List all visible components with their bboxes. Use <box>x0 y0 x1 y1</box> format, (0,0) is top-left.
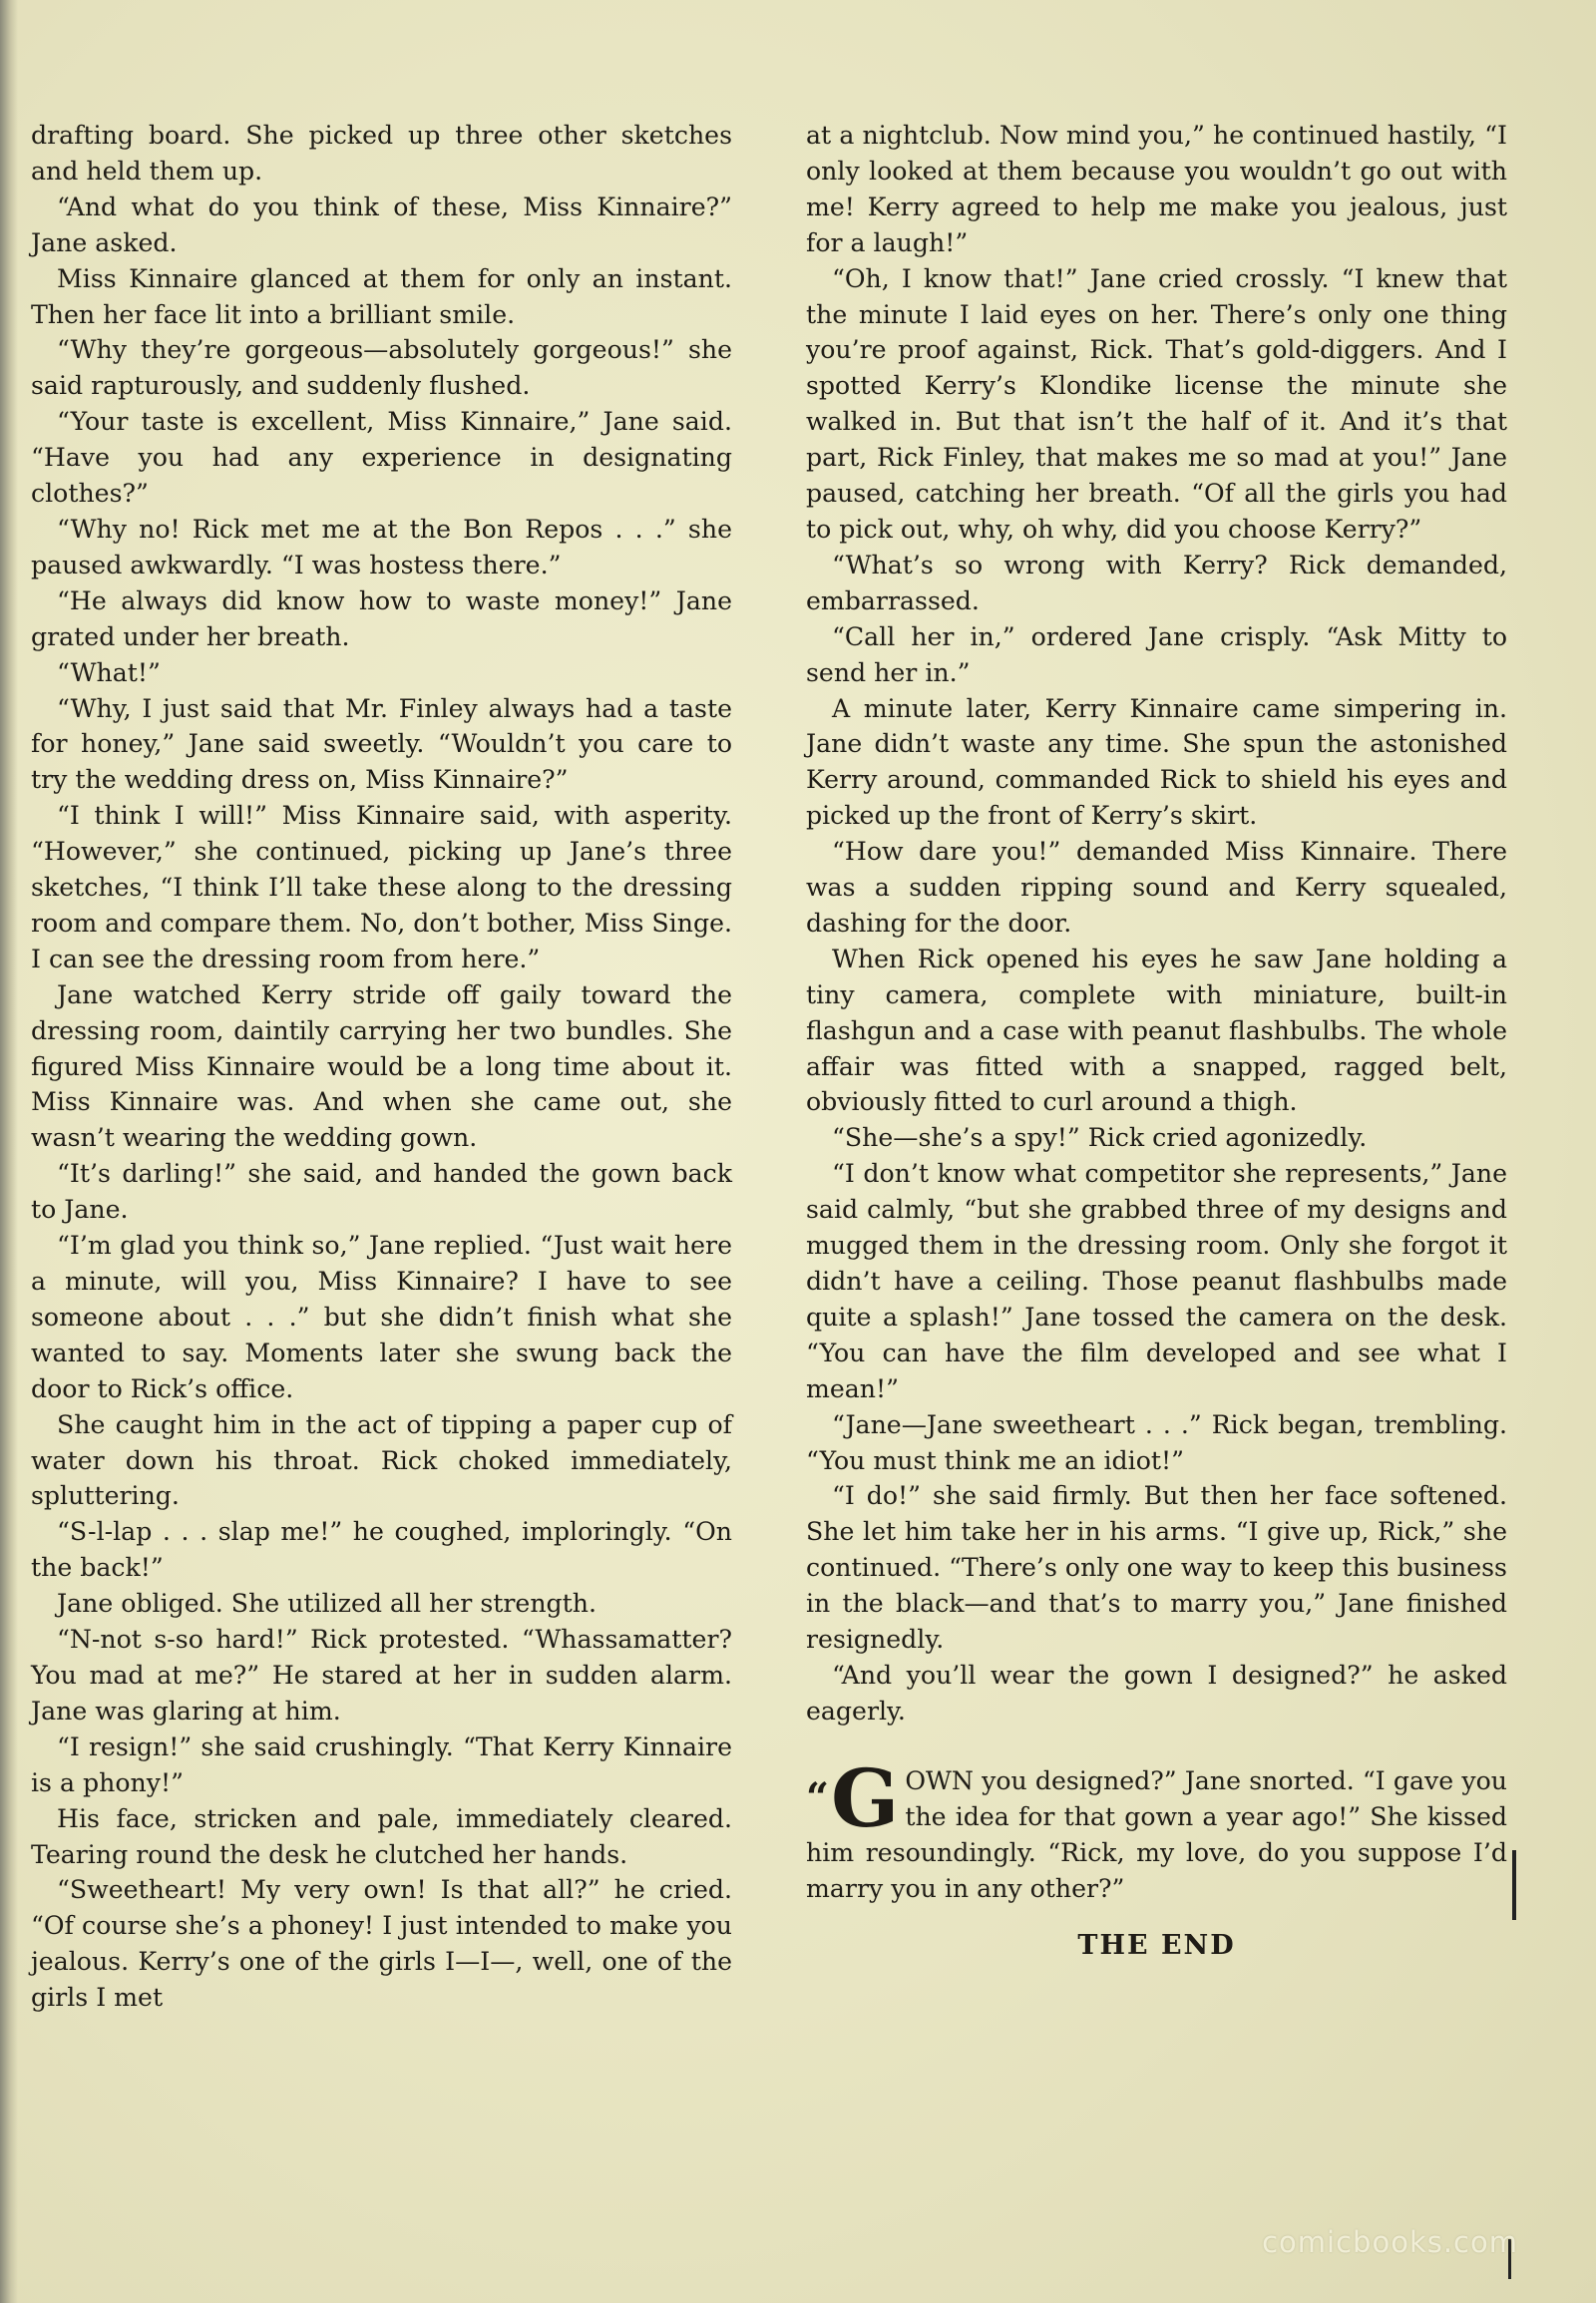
paragraph: “And what do you think of these, Miss Kinnaire?” Jane asked. <box>31 192 732 257</box>
paragraph: “How dare you!” demanded Miss Kinnaire. There was a sudden ripping sound and Kerry squealed, dashing for the door. <box>806 837 1507 938</box>
paragraph: “I’m glad you think so,” Jane replied. “Just wait here a minute, will you, Miss Kinnaire? I have to see someone about . . .” but she didn’t finish what she wanted to say. Moments later she swung back the door to Rick’s office. <box>31 1231 732 1403</box>
drop-cap <box>806 1750 900 1845</box>
paragraph: “I do!” she said firmly. But then her face softened. She let him take her in his arms. “I give up, Rick,” she continued. “There’s only one way to keep this business in the black—and that’s to marry you,” Jane finished resignedly. <box>806 1481 1507 1655</box>
paragraph: “Jane—Jane sweetheart . . .” Rick began, trembling. “You must think me an idiot!” <box>806 1409 1507 1475</box>
paragraph: “S-l-lap . . . slap me!” he coughed, imploringly. “On the back!” <box>31 1517 732 1583</box>
drop-cap-letter: G <box>831 1750 900 1845</box>
paragraph: “Why, I just said that Mr. Finley always had a taste for honey,” Jane said sweetly. “Wouldn’t you care to try the wedding dress on, Miss Kinnaire?” <box>31 693 732 795</box>
paragraph: “Why they’re gorgeous—absolutely gorgeous!” she said rapturously, and suddenly flushed. <box>31 335 732 401</box>
paragraph: “Call her in,” ordered Jane crisply. “Ask Mitty to send her in.” <box>806 621 1507 687</box>
paragraph: “N-not s-so hard!” Rick protested. “Whassamatter? You mad at me?” He stared at her in sudden alarm. Jane was glaring at him. <box>31 1625 732 1726</box>
paragraph: “What’s so wrong with Kerry? Rick demanded, embarrassed. <box>806 550 1507 615</box>
paragraph: Jane obliged. She utilized all her strength. <box>57 1589 598 1619</box>
paragraph: “He always did know how to waste money!” Jane grated under her breath. <box>31 585 732 651</box>
paragraph: “I don’t know what competitor she represents,” Jane said calmly, “but she grabbed three of my designs and mugged them in the dressing room. Only she forgot it didn’t have a ceiling. Those peanut flashbulbs made quite a splash!” Jane tossed the camera on the desk. “You can have the film developed and see what I mean!” <box>806 1159 1507 1403</box>
paragraph: His face, stricken and pale, immediately cleared. Tearing round the desk he clutched her hands. <box>31 1803 732 1869</box>
paragraph: drafting board. She picked up three other sketches and held them up. <box>31 121 732 186</box>
page-spine-shadow <box>0 0 18 2303</box>
watermark: comicbooks.com <box>1262 2225 1518 2259</box>
paragraph: “It’s darling!” she said, and handed the gown back to Jane. <box>31 1159 732 1225</box>
paragraph: “Why no! Rick met me at the Bon Repos . . .” she paused awkwardly. “I was hostess there.” <box>31 514 732 579</box>
paragraph: “I resign!” she said crushingly. “That Kerry Kinnaire is a phony!” <box>31 1731 732 1797</box>
paragraph: “And you’ll wear the gown I designed?” he asked eagerly. <box>806 1660 1507 1726</box>
final-paragraph-text: OWN you designed?” Jane snorted. “I gave you the idea for that gown a year ago!” She kissed him resoundingly. “Rick, my love, do you suppose I’d marry you in any other?” <box>806 1765 1507 1903</box>
the-end-heading: THE END <box>1077 1930 1236 1962</box>
paragraph: “I think I will!” Miss Kinnaire said, with asperity. “However,” she continued, picking up Jane’s three sketches, “I think I’ll take these along to the dressing room and compare them. No, don’t bother, Miss Singe. I can see the dressing room from here.” <box>31 801 732 973</box>
paragraph: When Rick opened his eyes he saw Jane holding a tiny camera, complete with miniature, built-in flashgun and a case with peanut flashbulbs. The whole affair was fitted with a snapped, ragged belt, obviously fitted to curl around a thigh. <box>806 944 1507 1117</box>
paragraph: “She—she’s a spy!” Rick cried agonizedly. <box>832 1123 1368 1153</box>
paragraph: “Your taste is excellent, Miss Kinnaire,” Jane said. “Have you had any experience in designating clothes?” <box>31 407 732 509</box>
paragraph: Jane watched Kerry stride off gaily toward the dressing room, daintily carrying her two bundles. She figured Miss Kinnaire would be a long time about it. Miss Kinnaire was. And when she came out, she wasn’t wearing the wedding gown. <box>31 979 732 1153</box>
final-paragraph <box>806 1750 1507 1907</box>
paragraph: at a nightclub. Now mind you,” he continued hastily, “I only looked at them because you wouldn’t go out with me! Kerry agreed to help me make you jealous, just for a laugh!” <box>806 121 1507 257</box>
paragraph: A minute later, Kerry Kinnaire came simpering in. Jane didn’t waste any time. She spun the astonished Kerry around, commanded Rick to shield his eyes and picked up the front of Kerry’s skirt. <box>806 693 1507 831</box>
paragraph: Miss Kinnaire glanced at them for only an instant. Then her face lit into a brilliant smile. <box>31 263 732 329</box>
paragraph: She caught him in the act of tipping a paper cup of water down his throat. Rick choked immediately, spluttering. <box>31 1409 732 1511</box>
right-text-column <box>806 118 1507 1964</box>
paragraph: “What!” <box>57 657 161 687</box>
drop-cap-quote: “ <box>806 1773 830 1821</box>
paragraph: “Sweetheart! My very own! Is that all?” he cried. “Of course she’s a phoney! I just intended to make you jealous. Kerry’s one of the girls I—I—, well, one of the girls I met <box>31 1875 732 2013</box>
margin-mark <box>1512 1850 1516 1920</box>
paragraph: “Oh, I know that!” Jane cried crossly. “I knew that the minute I laid eyes on her. There’s only one thing you’re proof against, Rick. That’s gold-diggers. And I spotted Kerry’s Klondike license the minute she walked in. But that isn’t the half of it. And it’s that part, Rick Finley, that makes me so mad at you!” Jane paused, catching her breath. “Of all the girls you had to pick out, why, oh why, did you choose Kerry?” <box>806 263 1507 544</box>
left-text-column <box>31 118 732 2016</box>
